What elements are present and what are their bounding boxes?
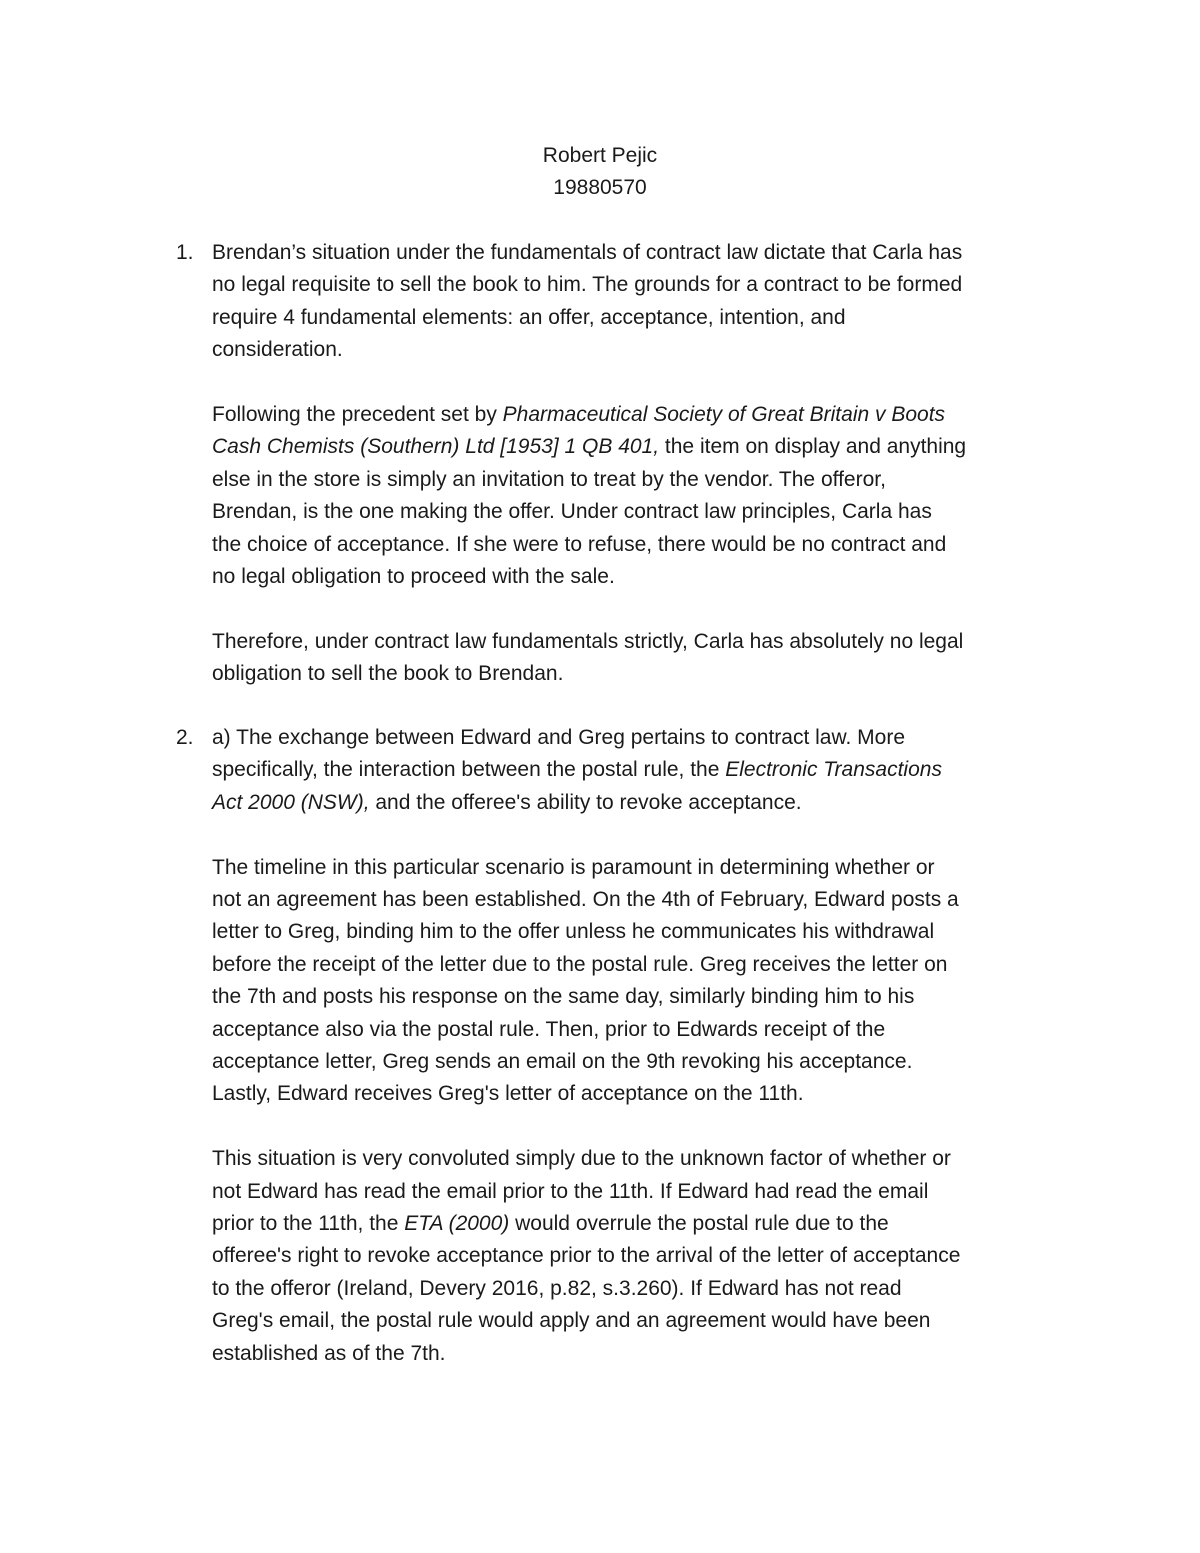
text-line: [212, 1305, 1072, 1337]
paragraph: [212, 626, 1072, 691]
text-line: [212, 981, 1072, 1013]
text-line: [212, 852, 1072, 884]
citation-text: Pharmaceutical Society of Great Britain v Boots: [502, 403, 946, 427]
text-line: [212, 1240, 1072, 1272]
text-line: [212, 884, 1072, 916]
text-line: [212, 1273, 1072, 1305]
body-text: This situation is very convoluted simply due to the unknown factor of whether or: [212, 1147, 951, 1171]
text-line: [212, 722, 1072, 754]
body-text: no legal requisite to sell the book to him. The grounds for a contract to be formed: [212, 273, 963, 297]
body-text: Greg's email, the postal rule would apply and an agreement would have been: [212, 1309, 931, 1333]
body-text: the item on display and anything: [659, 435, 967, 459]
body-text: Brendan, is the one making the offer. Under contract law principles, Carla has: [212, 500, 932, 524]
paragraph: [212, 722, 1072, 819]
body-text: and the offeree's ability to revoke acceptance.: [369, 790, 802, 814]
body-text: not Edward has read the email prior to the 11th. If Edward had read the email: [212, 1179, 929, 1203]
list-number: 2.: [176, 726, 194, 749]
body-text: consideration.: [212, 338, 343, 362]
body-text: letter to Greg, binding him to the offer unless he communicates his withdrawal: [212, 920, 935, 944]
text-line: [212, 1078, 1072, 1110]
body-text: Lastly, Edward receives Greg's letter of acceptance on the 11th.: [212, 1082, 804, 1106]
body-text: specifically, the interaction between the postal rule, the: [212, 758, 726, 782]
text-line: [212, 1338, 1072, 1370]
text-line: [212, 302, 1072, 334]
text-line: [212, 561, 1072, 593]
author-name: Robert Pejic: [542, 144, 658, 167]
body-text: obligation to sell the book to Brendan.: [212, 662, 564, 686]
text-line: [212, 626, 1072, 658]
paragraph: [212, 399, 1072, 593]
body-text: Therefore, under contract law fundamentals strictly, Carla has absolutely no legal: [212, 629, 964, 653]
body-text: established as of the 7th.: [212, 1341, 446, 1365]
list-item-body: [212, 722, 1072, 1402]
body-text: else in the store is simply an invitation to treat by the vendor. The offeror,: [212, 467, 886, 491]
text-line: [212, 949, 1072, 981]
body-text: prior to the 11th, the: [212, 1212, 405, 1236]
citation-text: ETA (2000): [404, 1212, 510, 1236]
list-number: 1.: [176, 241, 194, 264]
text-line: [212, 1046, 1072, 1078]
body-text: not an agreement has been established. On the 4th of February, Edward posts a: [212, 888, 959, 912]
body-text: the 7th and posts his response on the same day, similarly binding him to his: [212, 985, 915, 1009]
body-text: the choice of acceptance. If she were to refuse, there would be no contract and: [212, 532, 947, 556]
text-line: [212, 1014, 1072, 1046]
body-text: acceptance letter, Greg sends an email on the 9th revoking his acceptance.: [212, 1050, 913, 1074]
text-line: [212, 464, 1072, 496]
text-line: [212, 269, 1072, 301]
text-line: [212, 1176, 1072, 1208]
paragraph: [212, 237, 1072, 367]
text-line: [212, 334, 1072, 366]
list-item-body: [212, 237, 1072, 723]
text-line: [212, 431, 1072, 463]
text-line: [212, 529, 1072, 561]
body-text: Brendan’s situation under the fundamentals of contract law dictate that Carla has: [212, 241, 963, 264]
text-line: [212, 1143, 1072, 1175]
paragraph: [212, 852, 1072, 1111]
text-line: [212, 237, 1072, 269]
body-text: to the offeror (Ireland, Devery 2016, p.82, s.3.260). If Edward has not read: [212, 1276, 902, 1300]
text-line: [212, 496, 1072, 528]
text-line: [212, 916, 1072, 948]
body-text: The timeline in this particular scenario is paramount in determining whether or: [212, 855, 935, 879]
body-text: before the receipt of the letter due to the postal rule. Greg receives the letter on: [212, 952, 948, 976]
body-text: require 4 fundamental elements: an offer, acceptance, intention, and: [212, 305, 846, 329]
text-line: [212, 658, 1072, 690]
citation-text: Cash Chemists (Southern) Ltd [1953] 1 QB 401,: [212, 435, 660, 459]
body-text: acceptance also via the postal rule. Then, prior to Edwards receipt of the: [212, 1017, 886, 1041]
body-text: no legal obligation to proceed with the sale.: [212, 565, 615, 589]
paragraph: [212, 1143, 1072, 1370]
body-text: Following the precedent set by: [212, 403, 503, 427]
text-line: [212, 399, 1072, 431]
text-line: [212, 787, 1072, 819]
body-text: would overrule the postal rule due to the: [509, 1212, 889, 1236]
student-id: 19880570: [553, 176, 647, 199]
citation-text: Act 2000 (NSW),: [212, 790, 370, 814]
citation-text: Electronic Transactions: [725, 758, 942, 782]
document-header: [0, 140, 1200, 204]
text-line: [212, 1208, 1072, 1240]
text-line: [212, 754, 1072, 786]
body-text: offeree's right to revoke acceptance prior to the arrival of the letter of acceptance: [212, 1244, 961, 1268]
body-text: a) The exchange between Edward and Greg pertains to contract law. More: [212, 726, 906, 749]
